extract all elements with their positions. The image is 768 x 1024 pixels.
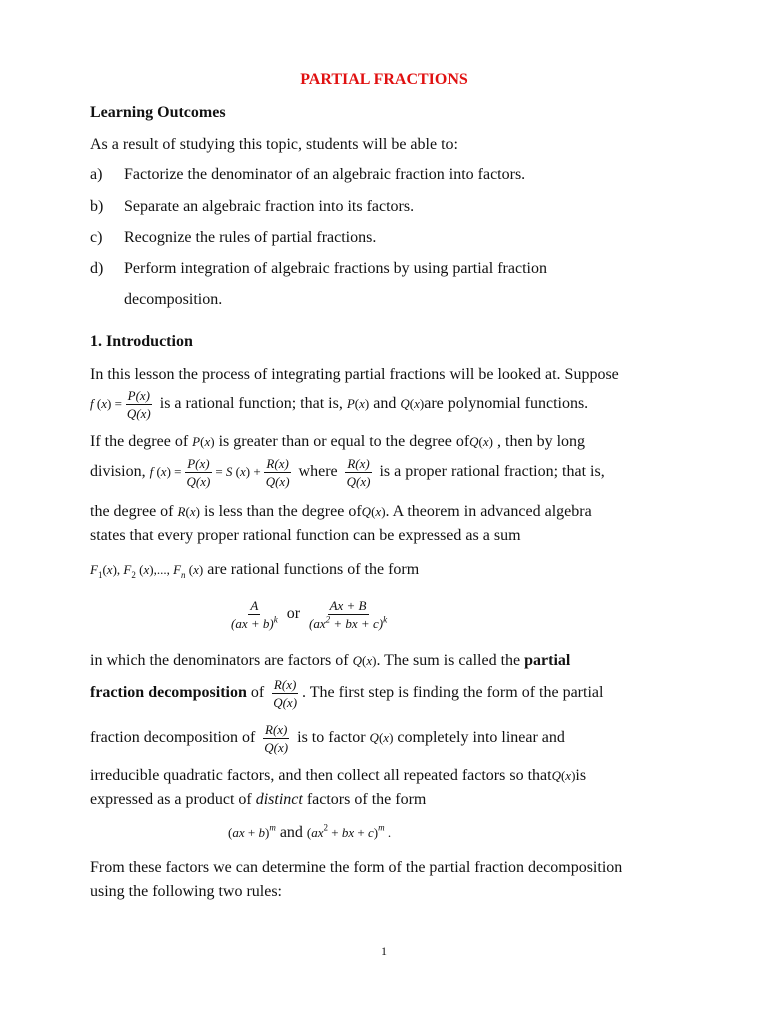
intro-paragraph-line: f (x) = $\frac{P(x)}{Q(x)}$ is a rational function; that is, P(x) and Q(x)are polynomial functions. [90,388,589,421]
fraction-p-over-q: $\frac{P(x)}{Q(x)}$ [126,388,151,421]
outcome-text: Separate an algebraic fraction into its factors. [124,198,415,215]
fraction-r-over-q: $\frac{R(x)}{Q(x)}$ [264,722,289,755]
intro-paragraph-line: states that every proper rational function can be expressed as a sum [90,527,521,544]
outcome-label: b) [90,198,104,215]
outcome-continuation: decomposition. [124,291,223,308]
intro-paragraph-line: From these factors we can determine the form of the partial fraction decomposition [90,859,623,876]
outcome-text: Factorize the denominator of an algebraic fraction into factors. [124,166,526,183]
factor-forms: (ax + b)$^m$ and ($ax^2$ + bx + c)$^m$ . [228,822,392,841]
intro-paragraph-line: In this lesson the process of integrating partial fractions will be looked at. Suppose [90,366,619,383]
learning-outcomes-intro: As a result of studying this topic, students will be able to: [90,136,458,153]
intro-paragraph-line: $F_1(x)$, $F_2$ (x),..., $F_n$ (x) are rational functions of the form [90,561,420,581]
outcome-label: d) [90,260,104,277]
outcome-item [90,259,547,279]
intro-paragraph-line: in which the denominators are factors of Q(x). The sum is called the partial [90,652,571,669]
rational-forms: $\frac{A}{(ax + b)^k}$ or $\frac{Ax + B}{(ax^2 + bx + c)^k}$ [231,598,388,631]
outcome-item [90,228,376,248]
outcome-item [90,197,414,217]
fraction-quadratic-form: $\frac{Ax + B}{(ax^2 + bx + c)^k}$ [309,598,388,631]
page-number: 1 [381,944,387,958]
page-title: PARTIAL FRACTIONS [300,71,468,88]
outcome-text: Perform integration of algebraic fractions by using partial fraction [124,260,547,277]
intro-paragraph-line: using the following two rules: [90,883,282,900]
learning-outcomes-heading: Learning Outcomes [90,104,226,121]
intro-paragraph-line: division, f (x) = $\frac{P(x)}{Q(x)}$ = S (x) + $\frac{R(x)}{Q(x)}$ where $\frac{R(x)}{Q(x)}$ is a proper rational fraction; that is, [90,456,605,489]
outcome-text: Recognize the rules of partial fractions. [124,229,377,246]
fraction-r-over-q: $\frac{R(x)}{Q(x)}$ [265,456,290,489]
fraction-r-over-q: $\frac{R(x)}{Q(x)}$ [346,456,371,489]
fraction-r-over-q: $\frac{R(x)}{Q(x)}$ [273,677,298,710]
fraction-p-over-q: $\frac{P(x)}{Q(x)}$ [186,456,211,489]
outcome-label: a) [90,166,103,183]
intro-paragraph-line: If the degree of P(x) is greater than or equal to the degree ofQ(x) , then by long [90,433,586,450]
intro-paragraph-line: the degree of R(x) is less than the degree ofQ(x). A theorem in advanced algebra [90,503,592,520]
section-heading: 1. Introduction [90,333,193,350]
outcome-item [90,165,525,185]
intro-paragraph-line: fraction decomposition of $\frac{R(x)}{Q(x)}$ is to factor Q(x) completely into linear and [90,722,565,755]
intro-paragraph-line: irreducible quadratic factors, and then collect all repeated factors so thatQ(x)is [90,767,587,784]
fraction-linear-form: $\frac{A}{(ax + b)^k}$ [231,598,278,631]
outcome-label: c) [90,229,103,246]
intro-paragraph-line: fraction decomposition of $\frac{R(x)}{Q(x)}$ . The first step is finding the form of the partial [90,677,604,710]
intro-paragraph-line: expressed as a product of distinct factors of the form [90,791,427,808]
